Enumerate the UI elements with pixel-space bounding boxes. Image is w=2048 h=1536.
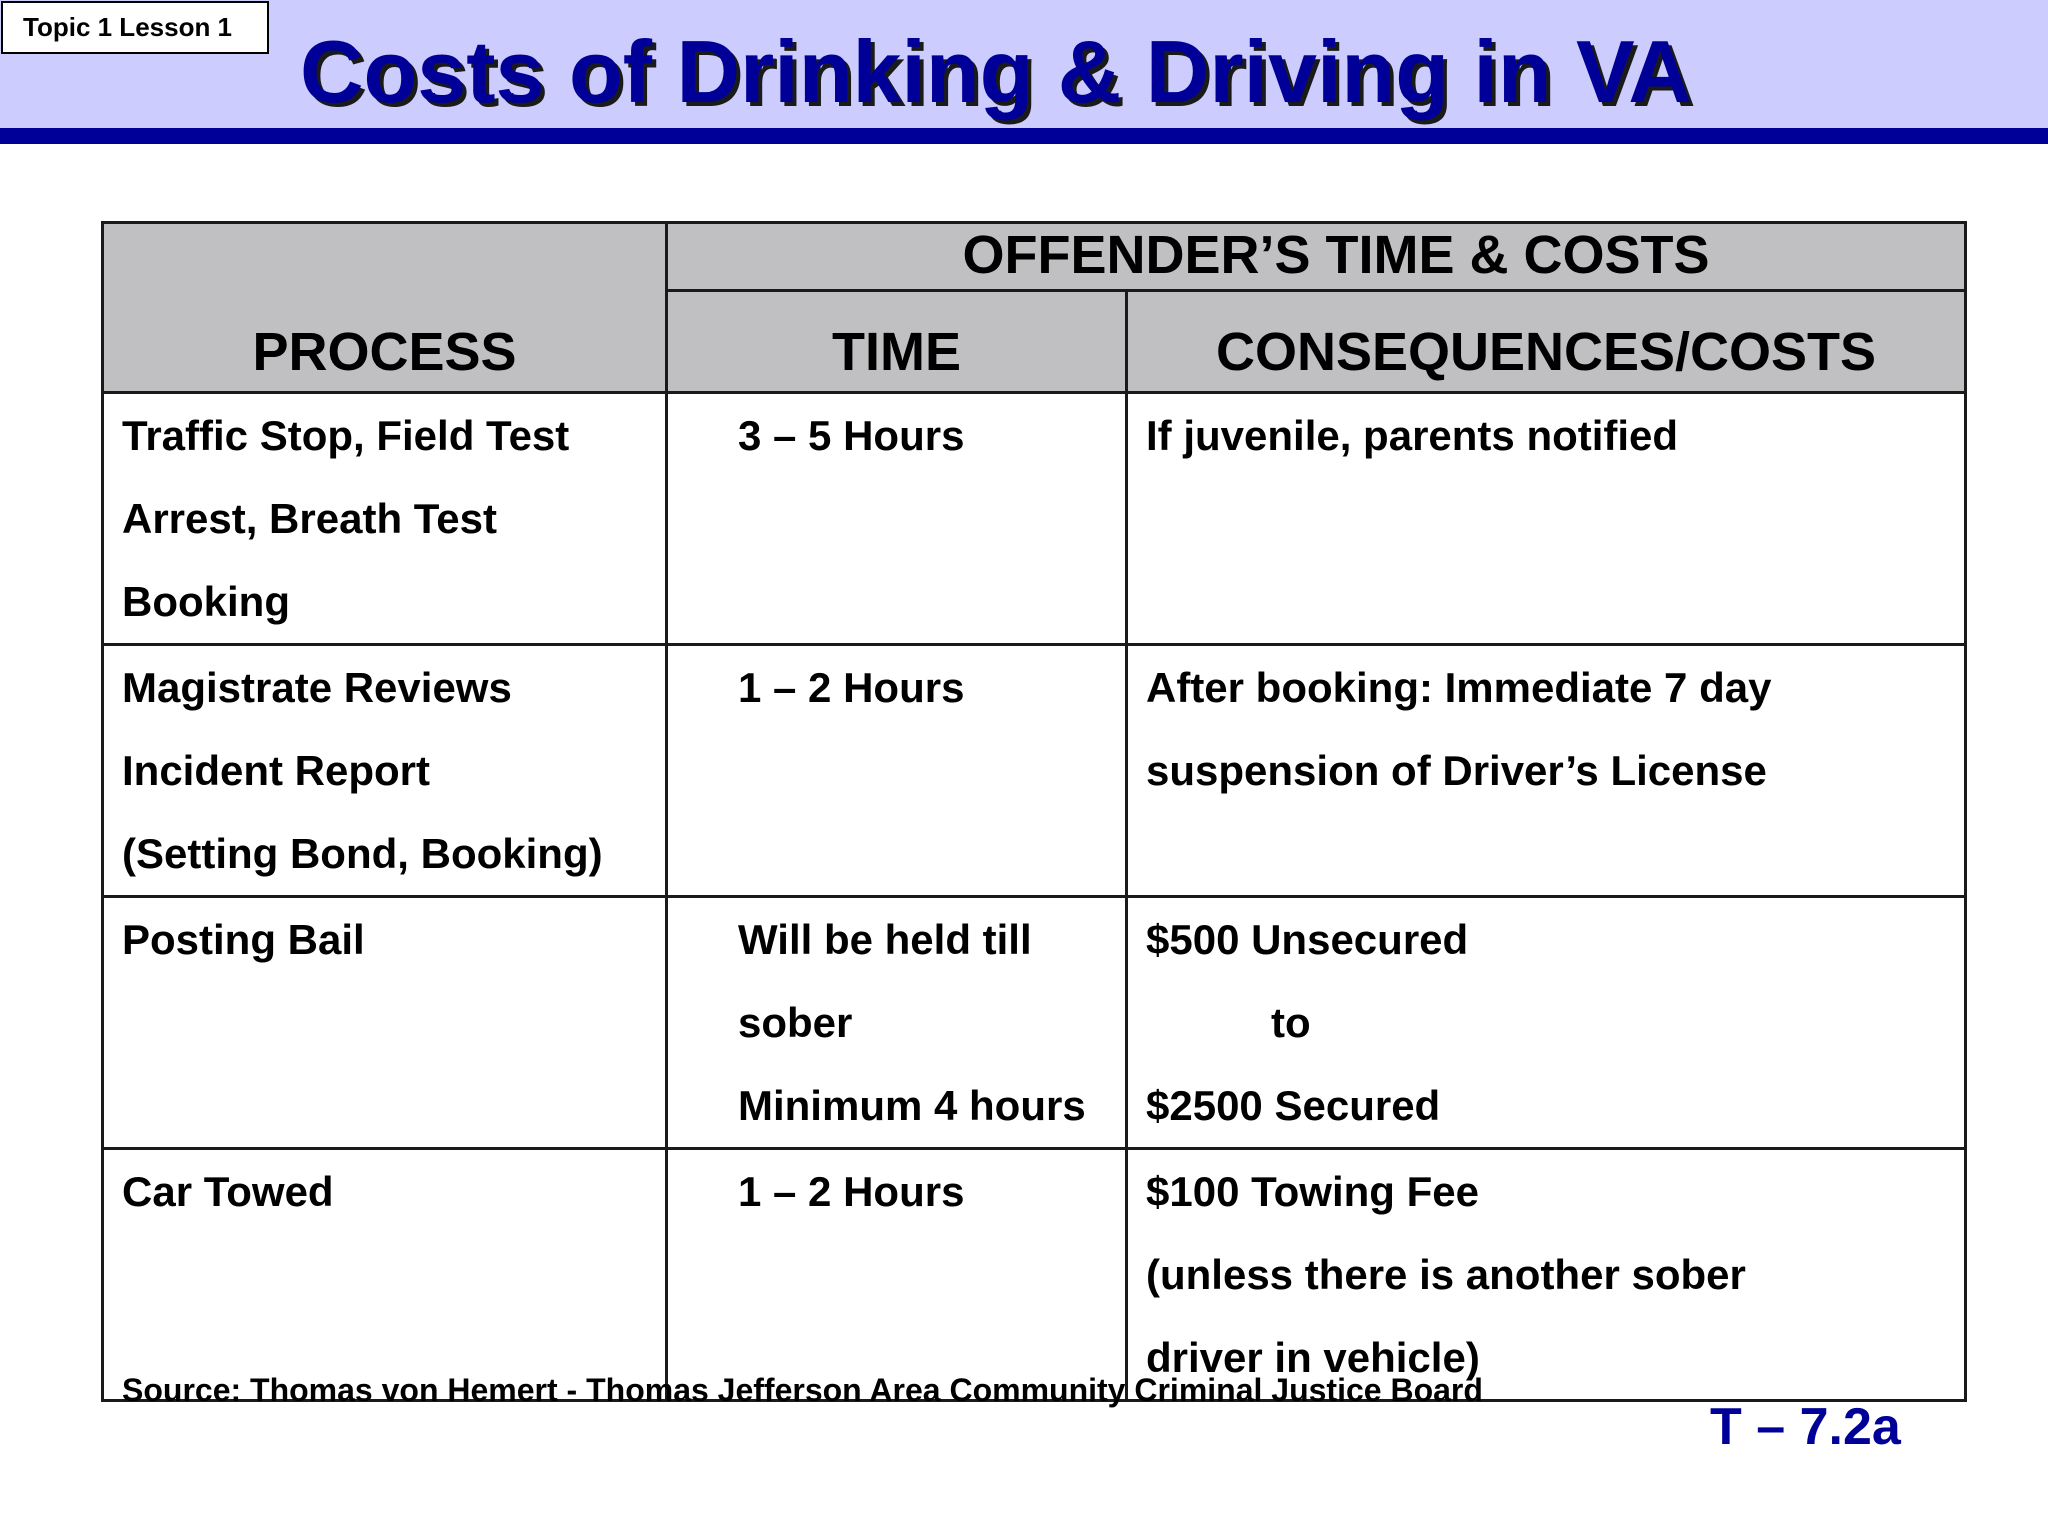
process-line: (Setting Bond, Booking) <box>122 830 603 877</box>
consequences-line: After booking: Immediate 7 day <box>1146 664 1772 711</box>
topic-label: Topic 1 Lesson 1 <box>1 1 269 54</box>
consequences-cell <box>1127 1149 1966 1401</box>
process-line: Traffic Stop, Field Test <box>122 412 570 459</box>
consequences-line: (unless there is another sober <box>1146 1251 1746 1298</box>
process-cell <box>103 393 667 645</box>
slide-number: T – 7.2a <box>1710 1398 1901 1456</box>
process-cell <box>103 897 667 1149</box>
table-row <box>103 645 1966 897</box>
consequences-line: suspension of Driver’s License <box>1146 747 1767 794</box>
process-line: Arrest, Breath Test <box>122 495 498 542</box>
time-line: Minimum 4 hours <box>738 1082 1086 1129</box>
column-header-process: PROCESS <box>103 223 667 393</box>
consequences-cell <box>1127 645 1966 897</box>
time-line: sober <box>738 999 853 1046</box>
time-cell <box>667 393 1127 645</box>
group-header: OFFENDER’S TIME & COSTS <box>667 223 1966 291</box>
process-line: Booking <box>122 578 290 625</box>
time-cell <box>667 645 1127 897</box>
source-citation: Source: Thomas von Hemert - Thomas Jefferson Area Community Criminal Justice Board <box>122 1372 1483 1408</box>
time-line: 1 – 2 Hours <box>738 664 965 711</box>
consequences-cell <box>1127 897 1966 1149</box>
table-row <box>103 897 1966 1149</box>
process-line: Posting Bail <box>122 916 365 963</box>
process-line: Car Towed <box>122 1168 334 1215</box>
header-rule <box>0 128 2048 144</box>
consequences-line: If juvenile, parents notified <box>1146 412 1679 459</box>
column-header-time: TIME <box>667 291 1127 393</box>
process-cell <box>103 1149 667 1401</box>
time-cell <box>667 897 1127 1149</box>
process-line: Magistrate Reviews <box>122 664 512 711</box>
consequences-line: $100 Towing Fee <box>1146 1168 1479 1215</box>
column-header-consequences: CONSEQUENCES/COSTS <box>1127 291 1966 393</box>
table-row <box>103 1149 1966 1401</box>
consequences-line: to <box>1271 999 1311 1046</box>
consequences-line: driver in vehicle) <box>1146 1334 1480 1381</box>
consequences-line: $2500 Secured <box>1146 1082 1441 1129</box>
time-line: 3 – 5 Hours <box>738 412 965 459</box>
time-line: Will be held till <box>738 916 1032 963</box>
table-row <box>103 393 1966 645</box>
costs-table <box>101 221 1967 1402</box>
consequences-line: $500 Unsecured <box>1146 916 1469 963</box>
time-cell <box>667 1149 1127 1401</box>
process-line: Incident Report <box>122 747 431 794</box>
time-line: 1 – 2 Hours <box>738 1168 965 1215</box>
consequences-cell <box>1127 393 1966 645</box>
process-cell <box>103 645 667 897</box>
slide-title: Costs of Drinking & Driving in VA <box>300 22 1692 121</box>
